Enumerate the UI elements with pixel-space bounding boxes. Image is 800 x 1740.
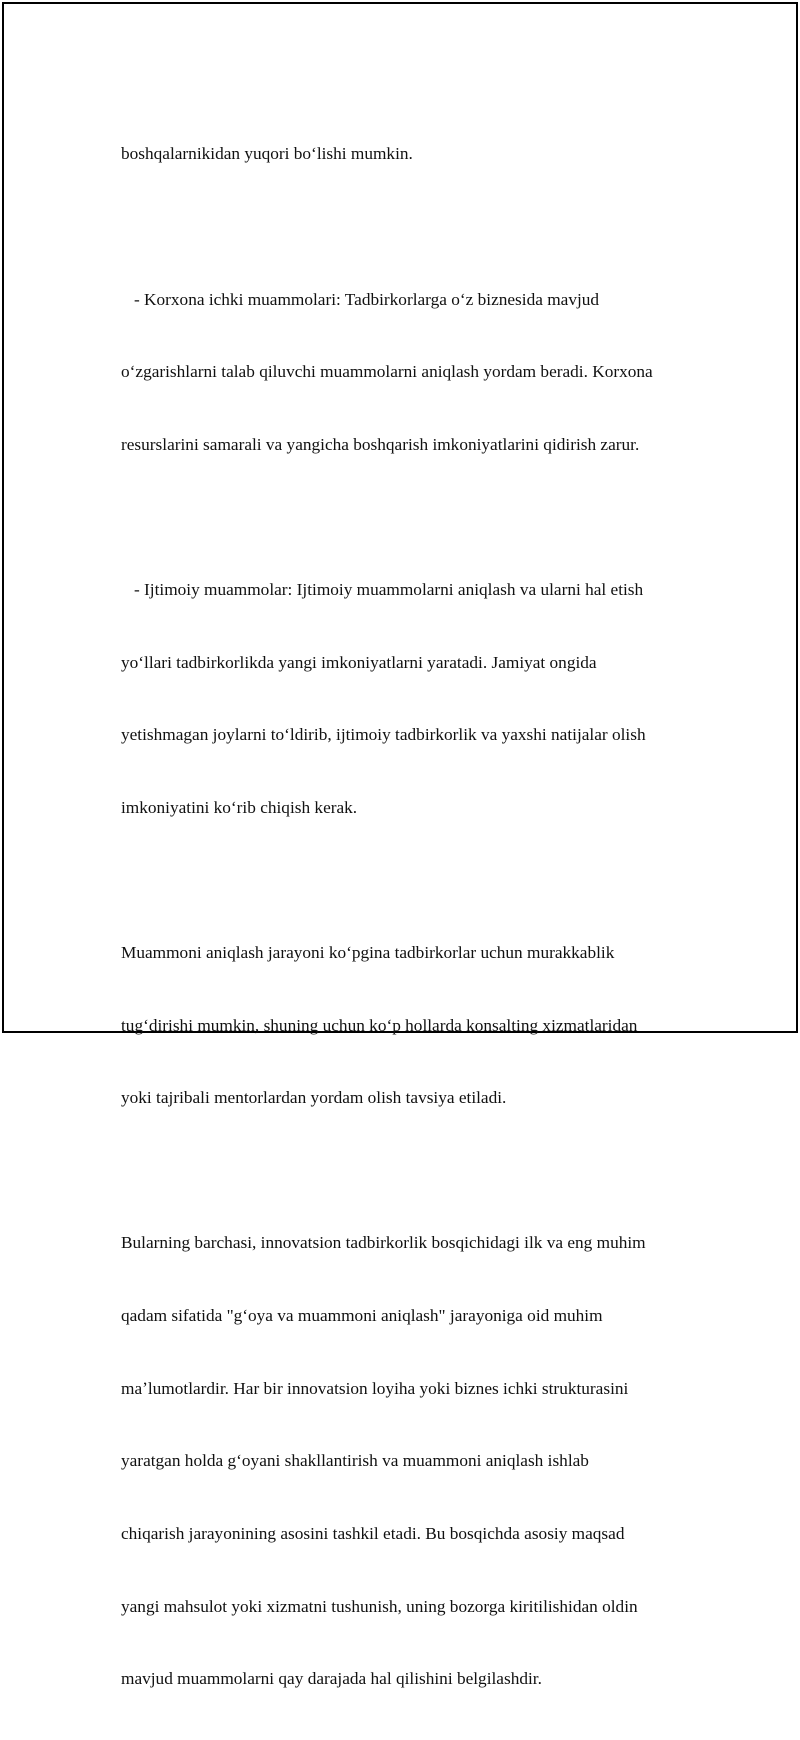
text-line: mavjud muammolarni qay darajada hal qilishini belgilashdir. (121, 1669, 542, 1689)
paragraph-spacer (121, 1159, 701, 1183)
paragraph-spacer (121, 215, 701, 239)
text-line: maʼlumotlardir. Har bir innovatsion loyiha yoki biznes ichki strukturasini (121, 1378, 629, 1398)
paragraph-spacer (121, 505, 701, 529)
text-line: imkoniyatini koʻrib chiqish kerak. (121, 797, 358, 817)
paragraph-spacer (121, 868, 701, 892)
paragraph-4 (121, 893, 701, 1159)
text-line: resurslarini samarali va yangicha boshqarish imkoniyatlarini qidirish zarur. (121, 434, 640, 454)
paragraph-1 (121, 94, 701, 215)
text-line: oʻzgarishlarni talab qiluvchi muammolarni aniqlash yordam beradi. Korxona (121, 362, 653, 382)
text-line: chiqarish jarayonining asosini tashkil etadi. Bu bosqichda asosiy maqsad (121, 1523, 625, 1543)
text-line: qadam sifatida "gʻoya va muammoni aniqlash" jarayoniga oid muhim (121, 1306, 603, 1326)
text-line: yoʻllari tadbirkorlikda yangi imkoniyatlarni yaratadi. Jamiyat ongida (121, 652, 597, 672)
page-body (121, 94, 701, 1740)
text-line: boshqalarnikidan yuqori boʻlishi mumkin. (121, 144, 413, 164)
text-line: yoki tajribali mentorlardan yordam olish tavsiya etiladi. (121, 1088, 507, 1108)
text-line: yaratgan holda gʻoyani shakllantirish va muammoni aniqlash ishlab (121, 1451, 589, 1471)
text-line: Bularning barchasi, innovatsion tadbirkorlik bosqichidagi ilk va eng muhim (121, 1233, 646, 1253)
text-line: Muammoni aniqlash jarayoni koʻpgina tadbirkorlar uchun murakkablik (121, 943, 615, 963)
text-line: yetishmagan joylarni toʻldirib, ijtimoiy tadbirkorlik va yaxshi natijalar olish (121, 725, 646, 745)
text-line: - Ijtimoiy muammolar: Ijtimoiy muammolarni aniqlash va ularni hal etish (121, 580, 644, 600)
paragraph-3 (121, 530, 701, 869)
page-frame (2, 2, 798, 1689)
text-line: - Korxona ichki muammolari: Tadbirkorlarga oʻz biznesida mavjud (121, 289, 600, 309)
text-line: yangi mahsulot yoki xizmatni tushunish, uning bozorga kiritilishidan oldin (121, 1596, 638, 1616)
text-line: tugʻdirishi mumkin, shuning uchun koʻp hollarda konsalting xizmatlaridan (121, 1015, 638, 1035)
paragraph-2 (121, 239, 701, 505)
paragraph-5 (121, 1183, 701, 1740)
